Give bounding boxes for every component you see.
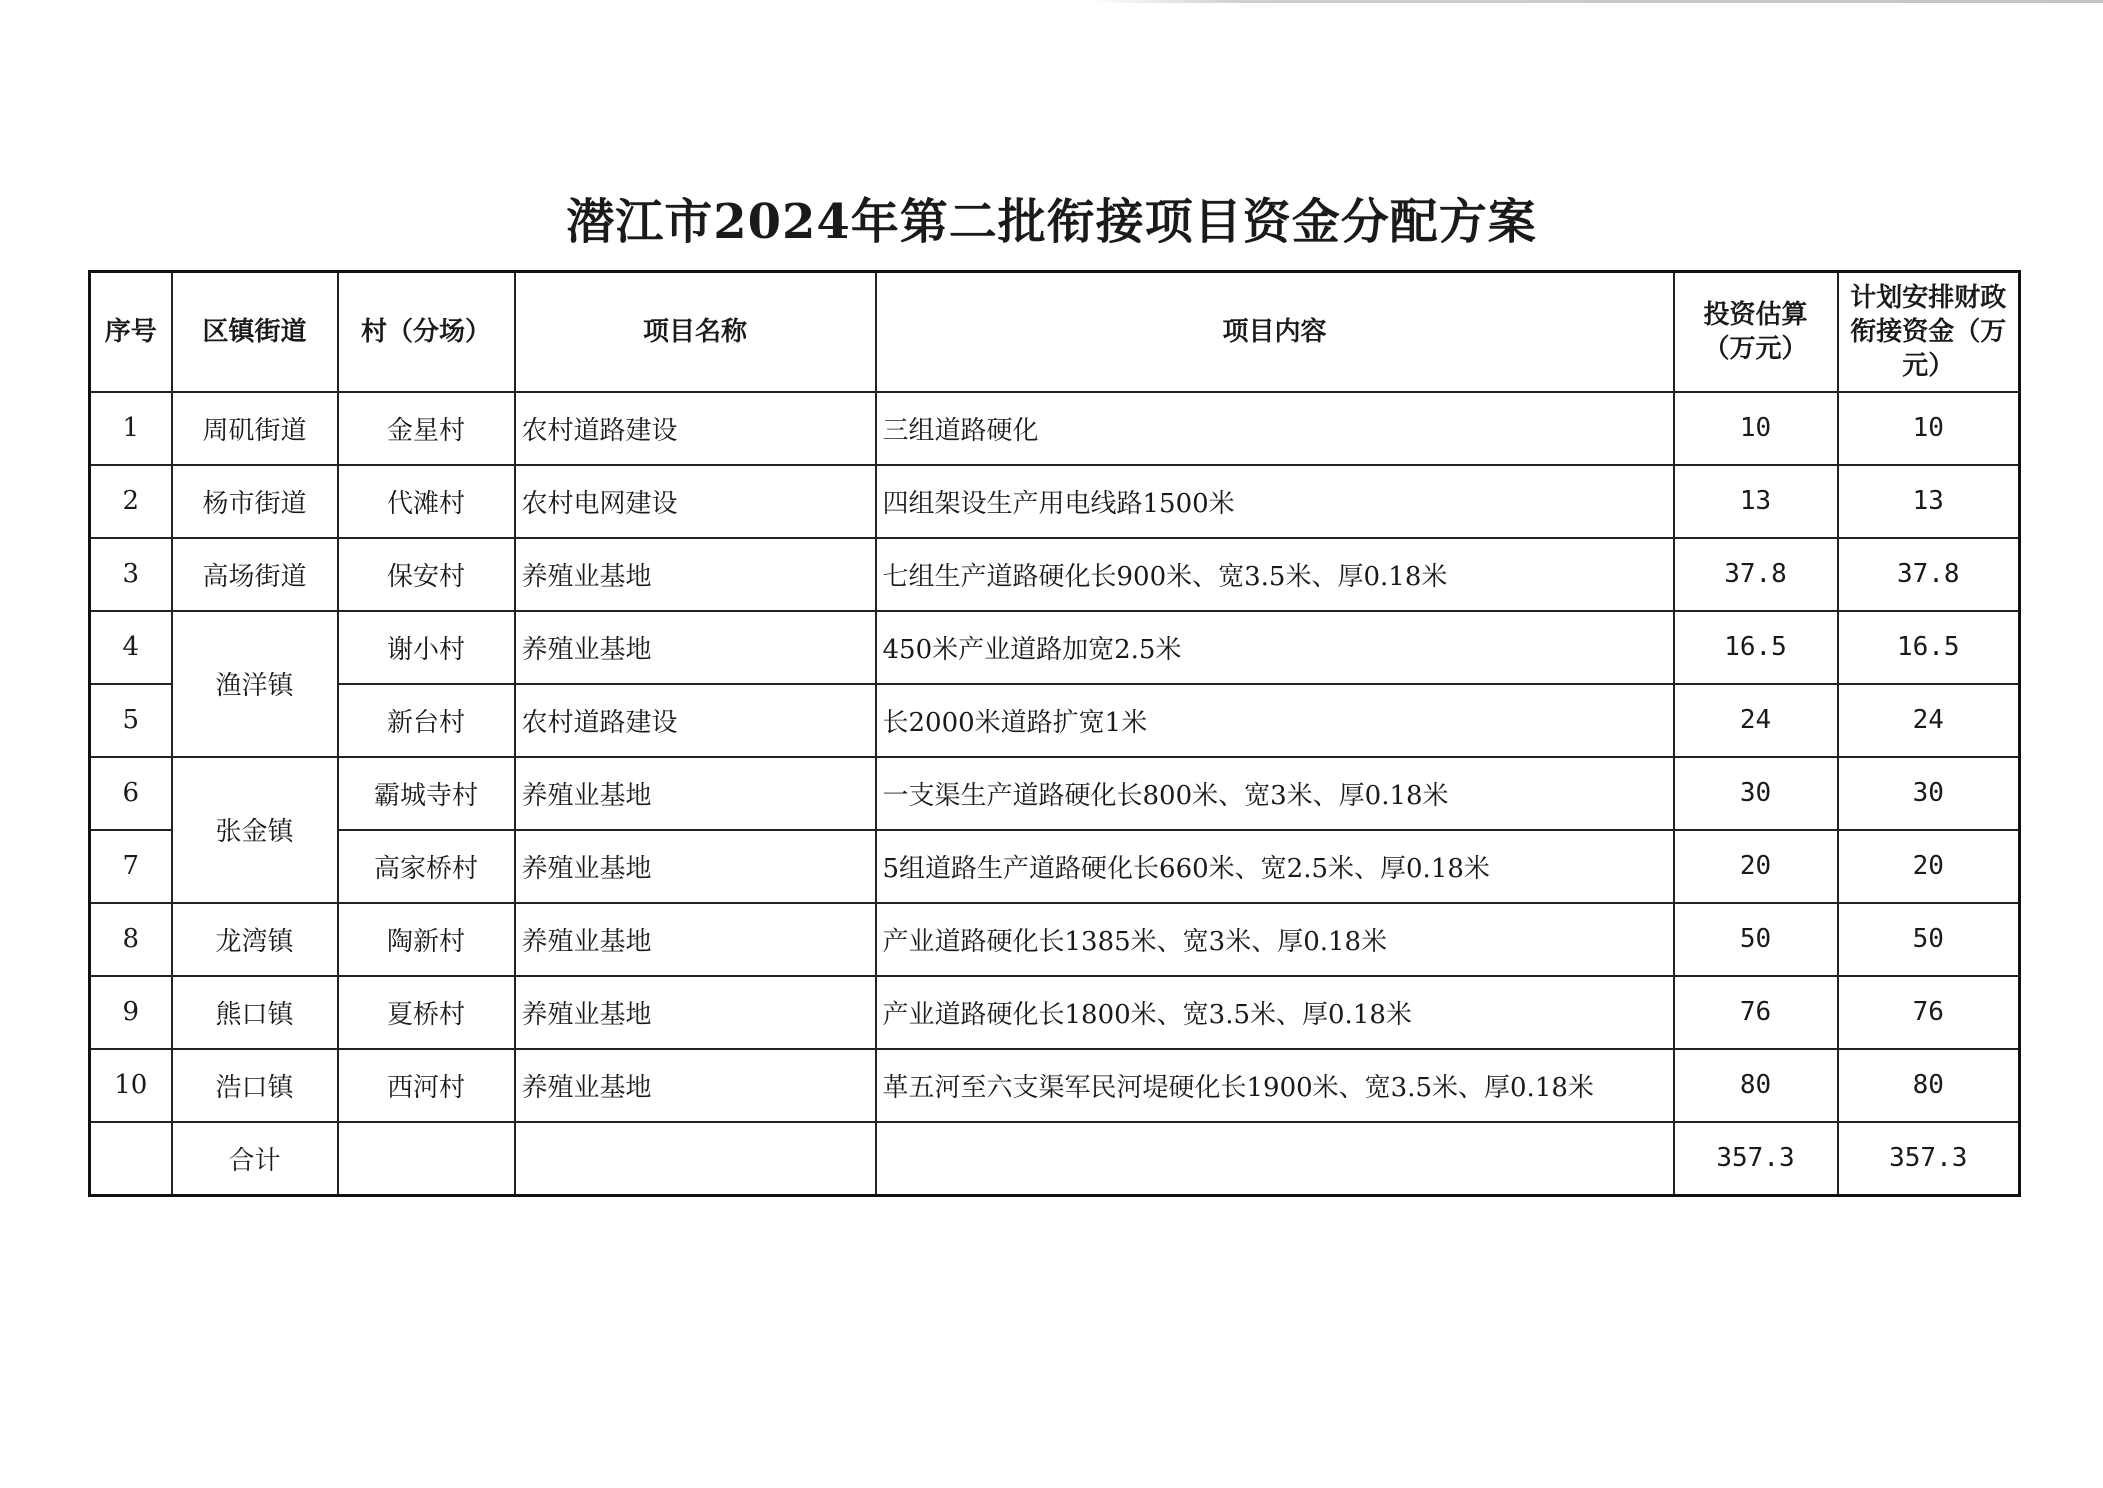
table-row	[90, 903, 2020, 976]
cell-village: 金星村	[338, 392, 515, 465]
total-funding: 357.3	[1838, 1122, 2020, 1196]
cell-district: 杨市街道	[172, 465, 338, 538]
table-header-row	[90, 272, 2020, 392]
cell-investment: 10	[1674, 392, 1838, 465]
total-investment: 357.3	[1674, 1122, 1838, 1196]
cell-village-empty	[338, 1122, 515, 1196]
cell-funding: 80	[1838, 1049, 2020, 1122]
cell-village: 西河村	[338, 1049, 515, 1122]
table-row	[90, 830, 2020, 903]
cell-village: 陶新村	[338, 903, 515, 976]
cell-project-content: 革五河至六支渠军民河堤硬化长1900米、宽3.5米、厚0.18米	[876, 1049, 1674, 1122]
header-project-name: 项目名称	[515, 272, 876, 392]
document-title: 潜江市2024年第二批衔接项目资金分配方案	[566, 194, 1537, 250]
allocation-table	[88, 270, 2021, 1197]
cell-project-content: 产业道路硬化长1385米、宽3米、厚0.18米	[876, 903, 1674, 976]
total-label: 合计	[172, 1122, 338, 1196]
cell-funding: 16.5	[1838, 611, 2020, 684]
cell-project-name: 养殖业基地	[515, 830, 876, 903]
cell-district-merged: 张金镇	[172, 757, 338, 903]
cell-project-content: 一支渠生产道路硬化长800米、宽3米、厚0.18米	[876, 757, 1674, 830]
cell-project-content: 5组道路生产道路硬化长660米、宽2.5米、厚0.18米	[876, 830, 1674, 903]
cell-project-name: 农村道路建设	[515, 392, 876, 465]
cell-investment: 13	[1674, 465, 1838, 538]
cell-project-content: 四组架设生产用电线路1500米	[876, 465, 1674, 538]
cell-district-merged: 渔洋镇	[172, 611, 338, 757]
cell-funding: 10	[1838, 392, 2020, 465]
cell-project-name: 养殖业基地	[515, 538, 876, 611]
cell-seq: 7	[90, 830, 172, 903]
cell-seq: 9	[90, 976, 172, 1049]
table-row	[90, 538, 2020, 611]
cell-investment: 20	[1674, 830, 1838, 903]
cell-project-name: 养殖业基地	[515, 611, 876, 684]
cell-funding: 24	[1838, 684, 2020, 757]
cell-district: 高场街道	[172, 538, 338, 611]
cell-project-content: 长2000米道路扩宽1米	[876, 684, 1674, 757]
cell-village: 高家桥村	[338, 830, 515, 903]
cell-project-content: 三组道路硬化	[876, 392, 1674, 465]
header-seq: 序号	[90, 272, 172, 392]
cell-seq: 5	[90, 684, 172, 757]
cell-investment: 37.8	[1674, 538, 1838, 611]
cell-funding: 50	[1838, 903, 2020, 976]
cell-funding: 13	[1838, 465, 2020, 538]
cell-investment: 16.5	[1674, 611, 1838, 684]
cell-project-content-empty	[876, 1122, 1674, 1196]
cell-village: 霸城寺村	[338, 757, 515, 830]
cell-investment: 30	[1674, 757, 1838, 830]
cell-district: 龙湾镇	[172, 903, 338, 976]
cell-district: 熊口镇	[172, 976, 338, 1049]
table-row	[90, 392, 2020, 465]
scan-edge-line	[1090, 0, 2103, 3]
cell-seq: 3	[90, 538, 172, 611]
cell-district: 浩口镇	[172, 1049, 338, 1122]
cell-seq-empty	[90, 1122, 172, 1196]
cell-funding: 76	[1838, 976, 2020, 1049]
cell-project-content: 七组生产道路硬化长900米、宽3.5米、厚0.18米	[876, 538, 1674, 611]
cell-project-name: 养殖业基地	[515, 757, 876, 830]
cell-village: 保安村	[338, 538, 515, 611]
cell-project-name: 养殖业基地	[515, 976, 876, 1049]
cell-project-content: 产业道路硬化长1800米、宽3.5米、厚0.18米	[876, 976, 1674, 1049]
cell-village: 代滩村	[338, 465, 515, 538]
cell-village: 谢小村	[338, 611, 515, 684]
cell-funding: 30	[1838, 757, 2020, 830]
table-row	[90, 1049, 2020, 1122]
cell-investment: 80	[1674, 1049, 1838, 1122]
table-row	[90, 684, 2020, 757]
cell-project-content: 450米产业道路加宽2.5米	[876, 611, 1674, 684]
cell-seq: 4	[90, 611, 172, 684]
table-row	[90, 611, 2020, 684]
cell-investment: 50	[1674, 903, 1838, 976]
header-investment: 投资估算（万元）	[1674, 272, 1838, 392]
cell-project-name-empty	[515, 1122, 876, 1196]
header-project-content: 项目内容	[876, 272, 1674, 392]
cell-village: 夏桥村	[338, 976, 515, 1049]
total-row	[90, 1122, 2020, 1196]
cell-seq: 8	[90, 903, 172, 976]
cell-investment: 76	[1674, 976, 1838, 1049]
table-row	[90, 465, 2020, 538]
cell-funding: 37.8	[1838, 538, 2020, 611]
cell-project-name: 养殖业基地	[515, 1049, 876, 1122]
cell-funding: 20	[1838, 830, 2020, 903]
header-district: 区镇街道	[172, 272, 338, 392]
cell-seq: 2	[90, 465, 172, 538]
header-funding: 计划安排财政衔接资金（万元）	[1838, 272, 2020, 392]
cell-seq: 1	[90, 392, 172, 465]
cell-project-name: 农村道路建设	[515, 684, 876, 757]
cell-investment: 24	[1674, 684, 1838, 757]
cell-village: 新台村	[338, 684, 515, 757]
cell-seq: 10	[90, 1049, 172, 1122]
cell-project-name: 农村电网建设	[515, 465, 876, 538]
header-village: 村（分场）	[338, 272, 515, 392]
cell-seq: 6	[90, 757, 172, 830]
table-row	[90, 976, 2020, 1049]
cell-district: 周矶街道	[172, 392, 338, 465]
cell-project-name: 养殖业基地	[515, 903, 876, 976]
table-row	[90, 757, 2020, 830]
